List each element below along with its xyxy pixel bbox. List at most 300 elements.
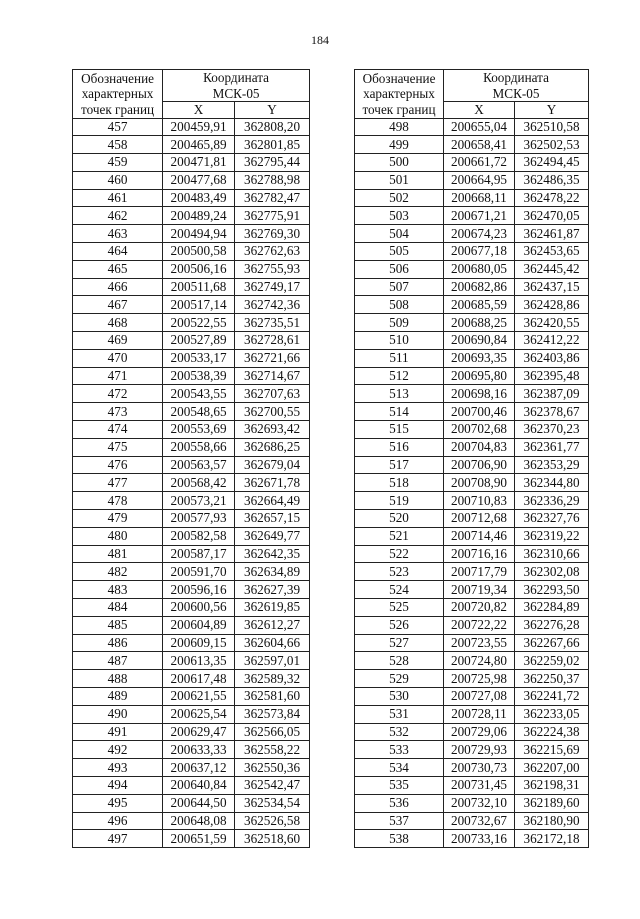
- table-row: [355, 136, 589, 154]
- y-coordinate-cell: 362403,86: [515, 349, 589, 367]
- y-coordinate-cell: 362634,89: [235, 563, 310, 581]
- table-row: [73, 652, 310, 670]
- point-id-cell: 458: [73, 136, 163, 154]
- table-row: [355, 776, 589, 794]
- x-coordinate-cell: 200730,73: [444, 759, 515, 777]
- table-row: [355, 154, 589, 172]
- point-id-cell: 493: [73, 759, 163, 777]
- table-row: [73, 812, 310, 830]
- x-coordinate-cell: 200723,55: [444, 634, 515, 652]
- table-row: [355, 189, 589, 207]
- point-id-cell: 504: [355, 225, 444, 243]
- header-line: точек границ: [362, 101, 436, 117]
- table-row: [355, 438, 589, 456]
- point-id-cell: 481: [73, 545, 163, 563]
- x-coordinate-cell: 200648,08: [163, 812, 235, 830]
- x-coordinate-cell: 200682,86: [444, 278, 515, 296]
- x-coordinate-cell: 200609,15: [163, 634, 235, 652]
- header-x: X: [163, 102, 235, 119]
- x-coordinate-cell: 200625,54: [163, 705, 235, 723]
- point-id-cell: 486: [73, 634, 163, 652]
- y-coordinate-cell: 362453,65: [515, 243, 589, 261]
- table-row: [355, 527, 589, 545]
- point-id-cell: 480: [73, 527, 163, 545]
- y-coordinate-cell: 362649,77: [235, 527, 310, 545]
- point-id-cell: 516: [355, 438, 444, 456]
- point-id-cell: 466: [73, 278, 163, 296]
- x-coordinate-cell: 200693,35: [444, 349, 515, 367]
- y-coordinate-cell: 362378,67: [515, 403, 589, 421]
- table-row: [355, 510, 589, 528]
- x-coordinate-cell: 200671,21: [444, 207, 515, 225]
- x-coordinate-cell: 200538,39: [163, 367, 235, 385]
- table-row: [355, 723, 589, 741]
- table-row: [355, 688, 589, 706]
- point-id-cell: 508: [355, 296, 444, 314]
- point-id-cell: 460: [73, 171, 163, 189]
- x-coordinate-cell: 200596,16: [163, 581, 235, 599]
- y-coordinate-cell: 362412,22: [515, 332, 589, 350]
- table-row: [73, 189, 310, 207]
- table-row: [355, 207, 589, 225]
- point-id-cell: 526: [355, 616, 444, 634]
- point-id-cell: 525: [355, 599, 444, 617]
- point-id-cell: 529: [355, 670, 444, 688]
- x-coordinate-cell: 200522,55: [163, 314, 235, 332]
- x-coordinate-cell: 200483,49: [163, 189, 235, 207]
- table-row: [73, 794, 310, 812]
- y-coordinate-cell: 362284,89: [515, 599, 589, 617]
- point-id-cell: 505: [355, 243, 444, 261]
- x-coordinate-cell: 200732,10: [444, 794, 515, 812]
- x-coordinate-cell: 200613,35: [163, 652, 235, 670]
- x-coordinate-cell: 200629,47: [163, 723, 235, 741]
- x-coordinate-cell: 200459,91: [163, 118, 235, 136]
- y-coordinate-cell: 362550,36: [235, 759, 310, 777]
- table-row: [73, 367, 310, 385]
- point-id-cell: 477: [73, 474, 163, 492]
- y-coordinate-cell: 362267,66: [515, 634, 589, 652]
- point-id-cell: 491: [73, 723, 163, 741]
- x-coordinate-cell: 200717,79: [444, 563, 515, 581]
- table-row: [355, 403, 589, 421]
- x-coordinate-cell: 200465,89: [163, 136, 235, 154]
- y-coordinate-cell: 362420,55: [515, 314, 589, 332]
- table-row: [73, 154, 310, 172]
- x-coordinate-cell: 200727,08: [444, 688, 515, 706]
- point-id-cell: 511: [355, 349, 444, 367]
- y-coordinate-cell: 362657,15: [235, 510, 310, 528]
- y-coordinate-cell: 362395,48: [515, 367, 589, 385]
- table-row: [73, 492, 310, 510]
- x-coordinate-cell: 200568,42: [163, 474, 235, 492]
- y-coordinate-cell: 362762,63: [235, 243, 310, 261]
- table-row: [73, 670, 310, 688]
- table-row: [73, 705, 310, 723]
- table-row: [355, 260, 589, 278]
- point-id-cell: 495: [73, 794, 163, 812]
- table-row: [73, 581, 310, 599]
- x-coordinate-cell: 200577,93: [163, 510, 235, 528]
- point-id-cell: 515: [355, 421, 444, 439]
- y-coordinate-cell: 362775,91: [235, 207, 310, 225]
- y-coordinate-cell: 362714,67: [235, 367, 310, 385]
- x-coordinate-cell: 200704,83: [444, 438, 515, 456]
- header-line: характерных: [81, 86, 154, 101]
- point-id-cell: 507: [355, 278, 444, 296]
- header-coordinate-system: [444, 70, 589, 102]
- y-coordinate-cell: 362788,98: [235, 171, 310, 189]
- x-coordinate-cell: 200698,16: [444, 385, 515, 403]
- header-line: Обозначение: [81, 70, 154, 86]
- point-id-cell: 500: [355, 154, 444, 172]
- x-coordinate-cell: 200511,68: [163, 278, 235, 296]
- x-coordinate-cell: 200731,45: [444, 776, 515, 794]
- x-coordinate-cell: 200637,12: [163, 759, 235, 777]
- y-coordinate-cell: 362445,42: [515, 260, 589, 278]
- point-id-cell: 474: [73, 421, 163, 439]
- y-coordinate-cell: 362619,85: [235, 599, 310, 617]
- table-row: [355, 705, 589, 723]
- point-id-cell: 498: [355, 118, 444, 136]
- point-id-cell: 483: [73, 581, 163, 599]
- table-row: [73, 563, 310, 581]
- table-row: [73, 830, 310, 848]
- y-coordinate-cell: 362728,61: [235, 332, 310, 350]
- point-id-cell: 457: [73, 118, 163, 136]
- point-id-cell: 521: [355, 527, 444, 545]
- x-coordinate-cell: 200621,55: [163, 688, 235, 706]
- table-row: [355, 171, 589, 189]
- x-coordinate-cell: 200506,16: [163, 260, 235, 278]
- y-coordinate-cell: 362679,04: [235, 456, 310, 474]
- point-id-cell: 471: [73, 367, 163, 385]
- y-coordinate-cell: 362566,05: [235, 723, 310, 741]
- point-id-cell: 464: [73, 243, 163, 261]
- y-coordinate-cell: 362721,66: [235, 349, 310, 367]
- x-coordinate-cell: 200548,65: [163, 403, 235, 421]
- y-coordinate-cell: 362180,90: [515, 812, 589, 830]
- table-row: [355, 670, 589, 688]
- table-row: [355, 759, 589, 777]
- y-coordinate-cell: 362207,00: [515, 759, 589, 777]
- table-row: [73, 171, 310, 189]
- y-coordinate-cell: 362534,54: [235, 794, 310, 812]
- y-coordinate-cell: 362353,29: [515, 456, 589, 474]
- table-row: [73, 599, 310, 617]
- table-row: [355, 225, 589, 243]
- point-id-cell: 479: [73, 510, 163, 528]
- y-coordinate-cell: 362428,86: [515, 296, 589, 314]
- x-coordinate-cell: 200644,50: [163, 794, 235, 812]
- y-coordinate-cell: 362795,44: [235, 154, 310, 172]
- x-coordinate-cell: 200728,11: [444, 705, 515, 723]
- x-coordinate-cell: 200658,41: [444, 136, 515, 154]
- x-coordinate-cell: 200674,23: [444, 225, 515, 243]
- table-row: [355, 118, 589, 136]
- table-row: [355, 599, 589, 617]
- point-id-cell: 520: [355, 510, 444, 528]
- x-coordinate-cell: 200500,58: [163, 243, 235, 261]
- y-coordinate-cell: 362293,50: [515, 581, 589, 599]
- table-row: [355, 741, 589, 759]
- point-id-cell: 519: [355, 492, 444, 510]
- y-coordinate-cell: 362526,58: [235, 812, 310, 830]
- table-row: [73, 741, 310, 759]
- table-row: [355, 794, 589, 812]
- x-coordinate-cell: 200685,59: [444, 296, 515, 314]
- point-id-cell: 513: [355, 385, 444, 403]
- table-row: [73, 759, 310, 777]
- point-id-cell: 463: [73, 225, 163, 243]
- point-id-cell: 528: [355, 652, 444, 670]
- y-coordinate-cell: 362494,45: [515, 154, 589, 172]
- table-row: [73, 260, 310, 278]
- point-id-cell: 469: [73, 332, 163, 350]
- x-coordinate-cell: 200651,59: [163, 830, 235, 848]
- x-coordinate-cell: 200600,56: [163, 599, 235, 617]
- y-coordinate-cell: 362172,18: [515, 830, 589, 848]
- header-coordinate-system: [163, 70, 310, 102]
- x-coordinate-cell: 200732,67: [444, 812, 515, 830]
- point-id-cell: 467: [73, 296, 163, 314]
- table-row: [355, 349, 589, 367]
- point-id-cell: 488: [73, 670, 163, 688]
- y-coordinate-cell: 362597,01: [235, 652, 310, 670]
- table-row: [73, 545, 310, 563]
- y-coordinate-cell: 362735,51: [235, 314, 310, 332]
- y-coordinate-cell: 362742,36: [235, 296, 310, 314]
- table-row: [73, 278, 310, 296]
- x-coordinate-cell: 200533,17: [163, 349, 235, 367]
- y-coordinate-cell: 362755,93: [235, 260, 310, 278]
- table-row: [355, 456, 589, 474]
- table-row: [355, 616, 589, 634]
- y-coordinate-cell: 362782,47: [235, 189, 310, 207]
- x-coordinate-cell: 200710,83: [444, 492, 515, 510]
- y-coordinate-cell: 362518,60: [235, 830, 310, 848]
- point-id-cell: 524: [355, 581, 444, 599]
- point-id-cell: 478: [73, 492, 163, 510]
- x-coordinate-cell: 200604,89: [163, 616, 235, 634]
- point-id-cell: 506: [355, 260, 444, 278]
- point-id-cell: 496: [73, 812, 163, 830]
- point-id-cell: 530: [355, 688, 444, 706]
- point-id-cell: 476: [73, 456, 163, 474]
- y-coordinate-cell: 362344,80: [515, 474, 589, 492]
- coordinates-table-left: [72, 69, 310, 848]
- table-row: [355, 492, 589, 510]
- point-id-cell: 538: [355, 830, 444, 848]
- x-coordinate-cell: 200716,16: [444, 545, 515, 563]
- header-y: Y: [235, 102, 310, 119]
- table-row: [355, 314, 589, 332]
- table-row: [355, 581, 589, 599]
- y-coordinate-cell: 362461,87: [515, 225, 589, 243]
- table-row: [73, 403, 310, 421]
- header-point-designation: [73, 70, 163, 119]
- x-coordinate-cell: 200714,46: [444, 527, 515, 545]
- x-coordinate-cell: 200471,81: [163, 154, 235, 172]
- y-coordinate-cell: 362769,30: [235, 225, 310, 243]
- y-coordinate-cell: 362224,38: [515, 723, 589, 741]
- x-coordinate-cell: 200729,93: [444, 741, 515, 759]
- table-row: [355, 563, 589, 581]
- table-row: [73, 225, 310, 243]
- x-coordinate-cell: 200573,21: [163, 492, 235, 510]
- table-row: [73, 118, 310, 136]
- x-coordinate-cell: 200489,24: [163, 207, 235, 225]
- table-row: [73, 616, 310, 634]
- x-coordinate-cell: 200664,95: [444, 171, 515, 189]
- point-id-cell: 510: [355, 332, 444, 350]
- x-coordinate-cell: 200719,34: [444, 581, 515, 599]
- y-coordinate-cell: 362189,60: [515, 794, 589, 812]
- y-coordinate-cell: 362707,63: [235, 385, 310, 403]
- x-coordinate-cell: 200725,98: [444, 670, 515, 688]
- table-row: [355, 385, 589, 403]
- point-id-cell: 531: [355, 705, 444, 723]
- x-coordinate-cell: 200543,55: [163, 385, 235, 403]
- point-id-cell: 490: [73, 705, 163, 723]
- table-row: [73, 136, 310, 154]
- x-coordinate-cell: 200720,82: [444, 599, 515, 617]
- x-coordinate-cell: 200700,46: [444, 403, 515, 421]
- point-id-cell: 517: [355, 456, 444, 474]
- y-coordinate-cell: 362700,55: [235, 403, 310, 421]
- table-row: [355, 634, 589, 652]
- point-id-cell: 494: [73, 776, 163, 794]
- y-coordinate-cell: 362642,35: [235, 545, 310, 563]
- table-row: [73, 510, 310, 528]
- y-coordinate-cell: 362573,84: [235, 705, 310, 723]
- header-line: Координата: [483, 70, 549, 85]
- point-id-cell: 514: [355, 403, 444, 421]
- table-row: [355, 652, 589, 670]
- table-row: [73, 688, 310, 706]
- point-id-cell: 522: [355, 545, 444, 563]
- point-id-cell: 468: [73, 314, 163, 332]
- header-line: Обозначение: [362, 70, 436, 86]
- header-line: Координата: [203, 70, 269, 85]
- y-coordinate-cell: 362502,53: [515, 136, 589, 154]
- y-coordinate-cell: 362604,66: [235, 634, 310, 652]
- table-row: [355, 545, 589, 563]
- x-coordinate-cell: 200724,80: [444, 652, 515, 670]
- y-coordinate-cell: 362686,25: [235, 438, 310, 456]
- point-id-cell: 536: [355, 794, 444, 812]
- page-number: 184: [311, 33, 329, 47]
- y-coordinate-cell: 362241,72: [515, 688, 589, 706]
- x-coordinate-cell: 200617,48: [163, 670, 235, 688]
- y-coordinate-cell: 362387,09: [515, 385, 589, 403]
- point-id-cell: 503: [355, 207, 444, 225]
- point-id-cell: 533: [355, 741, 444, 759]
- table-row: [73, 385, 310, 403]
- x-coordinate-cell: 200477,68: [163, 171, 235, 189]
- header-y: Y: [515, 102, 589, 119]
- table-row: [73, 243, 310, 261]
- y-coordinate-cell: 362250,37: [515, 670, 589, 688]
- point-id-cell: 487: [73, 652, 163, 670]
- x-coordinate-cell: 200729,06: [444, 723, 515, 741]
- table-row: [355, 367, 589, 385]
- x-coordinate-cell: 200563,57: [163, 456, 235, 474]
- y-coordinate-cell: 362478,22: [515, 189, 589, 207]
- point-id-cell: 473: [73, 403, 163, 421]
- x-coordinate-cell: 200708,90: [444, 474, 515, 492]
- point-id-cell: 497: [73, 830, 163, 848]
- point-id-cell: 518: [355, 474, 444, 492]
- point-id-cell: 465: [73, 260, 163, 278]
- y-coordinate-cell: 362664,49: [235, 492, 310, 510]
- y-coordinate-cell: 362510,58: [515, 118, 589, 136]
- y-coordinate-cell: 362612,27: [235, 616, 310, 634]
- point-id-cell: 532: [355, 723, 444, 741]
- point-id-cell: 459: [73, 154, 163, 172]
- header-line: точек границ: [81, 101, 155, 117]
- x-coordinate-cell: 200517,14: [163, 296, 235, 314]
- y-coordinate-cell: 362558,22: [235, 741, 310, 759]
- y-coordinate-cell: 362589,32: [235, 670, 310, 688]
- y-coordinate-cell: 362671,78: [235, 474, 310, 492]
- table-row: [355, 812, 589, 830]
- y-coordinate-cell: 362336,29: [515, 492, 589, 510]
- y-coordinate-cell: 362437,15: [515, 278, 589, 296]
- x-coordinate-cell: 200695,80: [444, 367, 515, 385]
- x-coordinate-cell: 200582,58: [163, 527, 235, 545]
- y-coordinate-cell: 362486,35: [515, 171, 589, 189]
- x-coordinate-cell: 200661,72: [444, 154, 515, 172]
- table-row: [73, 314, 310, 332]
- x-coordinate-cell: 200680,05: [444, 260, 515, 278]
- point-id-cell: 475: [73, 438, 163, 456]
- table-row: [355, 421, 589, 439]
- point-id-cell: 470: [73, 349, 163, 367]
- y-coordinate-cell: 362749,17: [235, 278, 310, 296]
- point-id-cell: 535: [355, 776, 444, 794]
- y-coordinate-cell: 362542,47: [235, 776, 310, 794]
- point-id-cell: 462: [73, 207, 163, 225]
- x-coordinate-cell: 200527,89: [163, 332, 235, 350]
- y-coordinate-cell: 362370,23: [515, 421, 589, 439]
- y-coordinate-cell: 362310,66: [515, 545, 589, 563]
- x-coordinate-cell: 200558,66: [163, 438, 235, 456]
- y-coordinate-cell: 362327,76: [515, 510, 589, 528]
- x-coordinate-cell: 200668,11: [444, 189, 515, 207]
- table-row: [355, 474, 589, 492]
- table-row: [73, 438, 310, 456]
- header-point-designation: [355, 70, 444, 119]
- table-row: [73, 349, 310, 367]
- x-coordinate-cell: 200591,70: [163, 563, 235, 581]
- x-coordinate-cell: 200677,18: [444, 243, 515, 261]
- point-id-cell: 502: [355, 189, 444, 207]
- point-id-cell: 472: [73, 385, 163, 403]
- x-coordinate-cell: 200640,84: [163, 776, 235, 794]
- y-coordinate-cell: 362198,31: [515, 776, 589, 794]
- x-coordinate-cell: 200706,90: [444, 456, 515, 474]
- header-line: характерных: [363, 86, 435, 101]
- table-row: [355, 278, 589, 296]
- x-coordinate-cell: 200553,69: [163, 421, 235, 439]
- point-id-cell: 537: [355, 812, 444, 830]
- y-coordinate-cell: 362581,60: [235, 688, 310, 706]
- point-id-cell: 485: [73, 616, 163, 634]
- header-line: МСК-05: [212, 85, 260, 101]
- table-row: [73, 527, 310, 545]
- point-id-cell: 523: [355, 563, 444, 581]
